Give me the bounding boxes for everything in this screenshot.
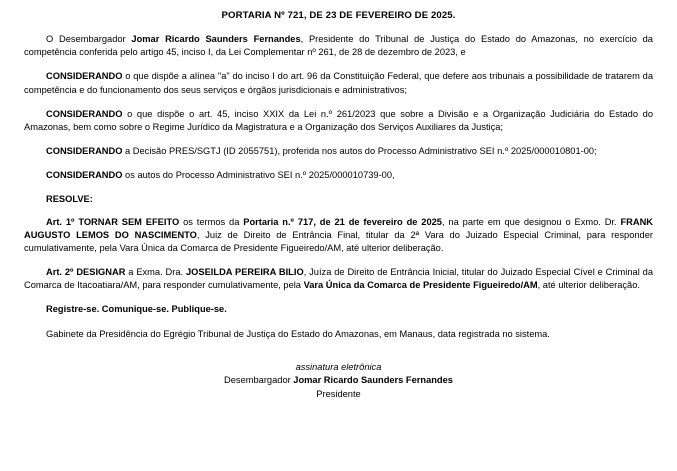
signatory-name: Jomar Ricardo Saunders Fernandes	[293, 375, 453, 386]
article-1-seg1: os termos da	[179, 216, 244, 227]
page-title: PORTARIA Nº 721, DE 23 DE FEVEREIRO DE 2025.	[221, 10, 456, 21]
article-2-seg2: , Juíza de Direito de Entrância Inicial, titular do Juizado Especial Cível e Criminal da Comarca de Itacoatiara/AM, para responder cumulativamente, pela	[24, 267, 653, 291]
preamble-rest: , Presidente do Tribunal de Justiça do Estado do Amazonas, no exercício da competência conferida pelo artigo 45, inciso I, da Lei Complementar nº 261, de 28 de dezembro de 2023, e	[24, 34, 653, 58]
electronic-signature-note: assinatura eletrônica	[295, 361, 382, 372]
considerando-text: o que dispõe a alínea "a" do inciso I do art. 96 da Constituição Federal, que defere aos tribunais a possibilidade de tratarem da competência e do funcionamento dos seus serviços e órgãos jurisdicionais e administrativos;	[24, 71, 653, 95]
preamble-lead: O Desembargador	[46, 34, 132, 44]
considerando-item	[24, 169, 653, 182]
considerando-item	[24, 145, 653, 158]
article-2-bold2: Vara Única da Comarca de Presidente Figueiredo/AM	[303, 280, 538, 291]
article-2	[24, 266, 653, 292]
considerando-item	[24, 108, 653, 134]
considerando-label: CONSIDERANDO	[46, 170, 123, 181]
considerando-text: a Decisão PRES/SGTJ (ID 2055751), proferida nos autos do Processo Administrativo SEI n.º 2025/000010801-00;	[122, 146, 597, 157]
article-1-prefix: Art. 1º TORNAR SEM EFEITO	[46, 216, 180, 227]
signatory-role: Desembargador	[224, 375, 294, 386]
article-2-prefix: Art. 2º DESIGNAR	[46, 267, 126, 278]
signature-block	[24, 361, 653, 401]
considerando-item	[24, 70, 653, 96]
preamble-president-name: Jomar Ricardo Saunders Fernandes	[131, 34, 301, 44]
registre-line: Registre-se. Comunique-se. Publique-se.	[46, 304, 227, 315]
considerando-label: CONSIDERANDO	[46, 71, 123, 82]
article-1-seg2: , na parte em que designou o Exmo. Dr.	[441, 216, 621, 227]
resolve-label: RESOLVE:	[46, 193, 93, 204]
article-1-seg3: , Juiz de Direito de Entrância Final, titular da 2ª Vara do Juizado Especial Criminal, para responder cumulativamente, pela Vara Única da Comarca de Presidente Figueiredo/AM, até ulterior deliberação.	[24, 229, 653, 253]
considerando-label: CONSIDERANDO	[46, 108, 123, 119]
considerando-label: CONSIDERANDO	[46, 146, 123, 157]
signatory-title: Presidente	[316, 388, 361, 399]
article-2-bold1: JOSEILDA PEREIRA BILIO	[186, 267, 304, 278]
considerando-text: o que dispõe o art. 45, inciso XXIX da Lei n.º 261/2023 que sobre a Divisão e a Organização Judiciária do Estado do Amazonas, bem como sobre o Regime Jurídico da Magistratura e a Organização dos Serviços Auxiliares da Justiça;	[24, 108, 653, 132]
article-2-seg1: a Exma. Dra.	[125, 267, 186, 278]
preamble-paragraph	[24, 33, 653, 59]
closing-paragraph: Gabinete da Presidência do Egrégio Tribunal de Justiça do Estado do Amazonas, em Manaus, data registrada no sistema.	[46, 328, 550, 339]
article-1	[24, 216, 653, 256]
article-2-seg3: , até ulterior deliberação.	[537, 280, 640, 291]
signatory-line	[24, 374, 653, 387]
article-1-bold2: FRANK AUGUSTO LEMOS DO NASCIMENTO	[24, 216, 654, 240]
considerando-text: os autos do Processo Administrativo SEI n.º 2025/000010739-00,	[122, 170, 395, 181]
article-1-bold1: Portaria n.º 717, de 21 de fevereiro de 2025	[243, 216, 442, 227]
